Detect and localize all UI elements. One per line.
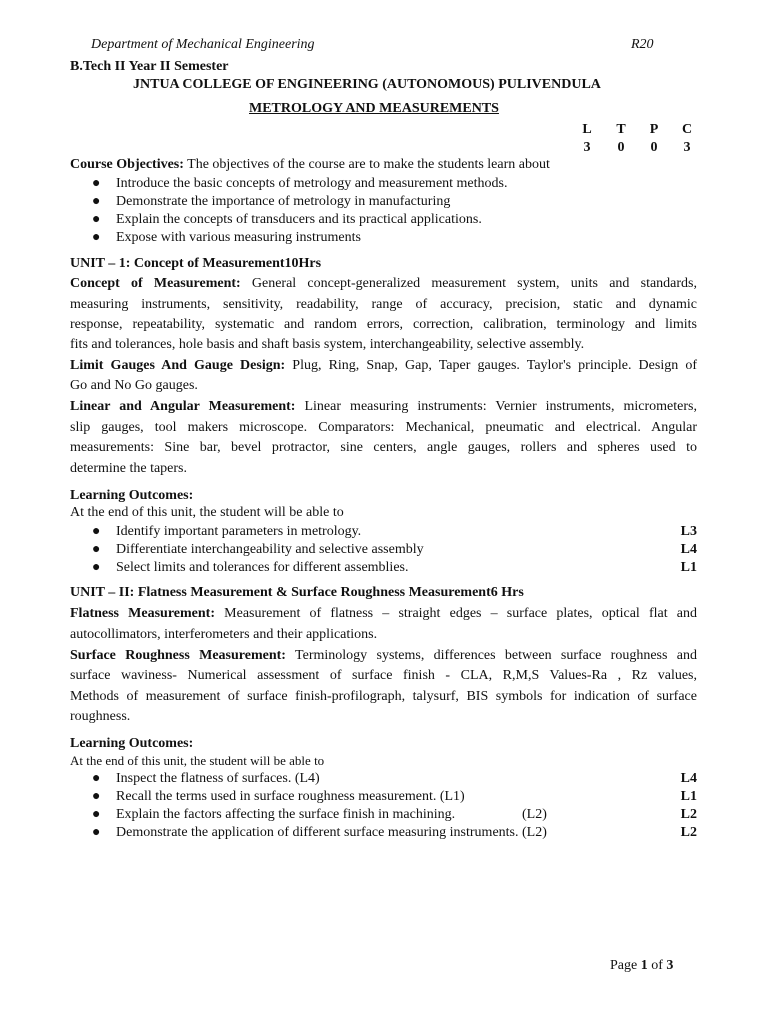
level-badge: L4 <box>680 771 697 786</box>
college-name: JNTUA COLLEGE OF ENGINEERING (AUTONOMOUS) PULIVENDULA <box>133 77 601 92</box>
paragraph-line: response, repeatability, systematic and random errors, correction, calibration, terminology and limits <box>70 317 697 332</box>
unit1-heading: UNIT – 1: Concept of Measurement10Hrs <box>70 256 322 271</box>
bullet-icon: ● <box>92 807 101 822</box>
paragraph-line: Methods of measurement of surface finish-profilograph, talysurf, BIS symbols for indication of surface <box>70 689 697 704</box>
ltpc-value-t: 0 <box>617 140 625 155</box>
objectives-intro-text: The objectives of the course are to make the students learn about <box>183 157 550 172</box>
page-number: Page 1 of 3 <box>610 958 674 973</box>
level-note: (L2) <box>522 807 547 822</box>
level-badge: L1 <box>680 560 697 575</box>
objectives-label: Course Objectives: <box>70 157 184 172</box>
level-badge: L1 <box>680 789 697 804</box>
bullet-icon: ● <box>92 771 101 786</box>
paragraph-line: roughness. <box>70 709 131 724</box>
paragraph-line: Linear and Angular Measurement: Linear measuring instruments: Vernier instruments, micrometers, <box>70 399 697 414</box>
bullet-icon: ● <box>92 212 101 227</box>
roughness-label: Surface Roughness Measurement: <box>70 648 286 663</box>
paragraph-line: Go and No Go gauges. <box>70 378 198 393</box>
bullet-icon: ● <box>92 176 101 191</box>
objectives-intro <box>70 157 550 173</box>
list-item: ● Introduce the basic concepts of metrology and measurement methods. <box>92 176 508 191</box>
paragraph-line: surface waviness- Numerical assessment of surface finish - CLA, R,M,S Values-Ra , Rz values, <box>70 668 697 683</box>
semester-label: B.Tech II Year II Semester <box>70 59 229 74</box>
paragraph-line: autocollimators, interferometers and their applications. <box>70 627 378 642</box>
gauges-label: Limit Gauges And Gauge Design: <box>70 358 286 373</box>
department-header: Department of Mechanical Engineering <box>91 37 315 52</box>
unit2-outcomes-label: Learning Outcomes: <box>70 736 194 751</box>
level-badge: L4 <box>680 542 697 557</box>
paragraph-line: determine the tapers. <box>70 461 188 476</box>
bullet-icon: ● <box>92 524 101 539</box>
list-item: ● Explain the concepts of transducers and its practical applications. <box>92 212 482 227</box>
flatness-label: Flatness Measurement: <box>70 606 215 621</box>
list-item: ● Recall the terms used in surface roughness measurement. (L1) L1 <box>92 789 697 804</box>
bullet-icon: ● <box>92 542 101 557</box>
course-title: METROLOGY AND MEASUREMENTS <box>249 101 499 116</box>
paragraph-line: Limit Gauges And Gauge Design: Plug, Ring, Snap, Gap, Taper gauges. Taylor's principle. Design of <box>70 358 697 373</box>
bullet-icon: ● <box>92 230 101 245</box>
unit1-outcomes-label: Learning Outcomes: <box>70 488 194 503</box>
paragraph-line: Flatness Measurement: Measurement of flatness – straight edges – surface plates, optical flat and <box>70 606 698 621</box>
list-item: ● Explain the factors affecting the surface finish in machining. (L2) L2 <box>92 807 697 822</box>
ltpc-value-l: 3 <box>583 140 591 155</box>
bullet-icon: ● <box>92 825 101 840</box>
paragraph-line: fits and tolerances, hole basis and shaft basis system, interchangeability, selective assembly. <box>70 337 585 352</box>
list-item: ● Demonstrate the importance of metrology in manufacturing <box>92 194 451 209</box>
linear-label: Linear and Angular Measurement: <box>70 399 296 414</box>
ltpc-header-p: P <box>649 122 659 137</box>
level-badge: L2 <box>680 825 697 840</box>
list-item: ● Identify important parameters in metrology. L3 <box>92 524 697 539</box>
ltpc-header-t: T <box>616 122 626 137</box>
level-badge: L3 <box>680 524 697 539</box>
paragraph-line: Concept of Measurement: General concept-generalized measurement system, units and standards, <box>70 276 697 291</box>
regulation-code: R20 <box>631 37 654 52</box>
list-item: ● Inspect the flatness of surfaces. (L4) L4 <box>92 771 697 786</box>
ltpc-header-c: C <box>681 122 693 137</box>
list-item: ● Demonstrate the application of different surface measuring instruments. (L2) L2 <box>92 825 697 840</box>
paragraph-line: measurements: Sine bar, bevel protractor, sine centers, angle gauges, rollers and spheres used to <box>70 440 697 455</box>
unit2-outcomes-intro: At the end of this unit, the student will be able to <box>70 753 325 768</box>
paragraph-line: measuring instruments, sensitivity, readability, range of accuracy, precision, static and dynamic <box>70 297 697 312</box>
bullet-icon: ● <box>92 194 101 209</box>
level-badge: L2 <box>680 807 697 822</box>
ltpc-value-p: 0 <box>650 140 658 155</box>
ltpc-header-l: L <box>582 122 592 137</box>
paragraph-line: slip gauges, tool makers microscope. Comparators: Mechanical, pneumatic and electrical. Angular <box>70 420 697 435</box>
bullet-icon: ● <box>92 560 101 575</box>
ltpc-value-c: 3 <box>683 140 691 155</box>
paragraph-line: Surface Roughness Measurement: Terminology systems, differences between surface roughness and <box>70 648 697 663</box>
concept-label: Concept of Measurement: <box>70 276 241 291</box>
list-item: ● Expose with various measuring instruments <box>92 230 361 245</box>
list-item: ● Select limits and tolerances for different assemblies. L1 <box>92 560 697 575</box>
unit1-outcomes-intro: At the end of this unit, the student will be able to <box>70 505 344 520</box>
unit2-heading: UNIT – II: Flatness Measurement & Surface Roughness Measurement6 Hrs <box>70 585 524 600</box>
bullet-icon: ● <box>92 789 101 804</box>
list-item: ● Differentiate interchangeability and selective assembly L4 <box>92 542 697 557</box>
